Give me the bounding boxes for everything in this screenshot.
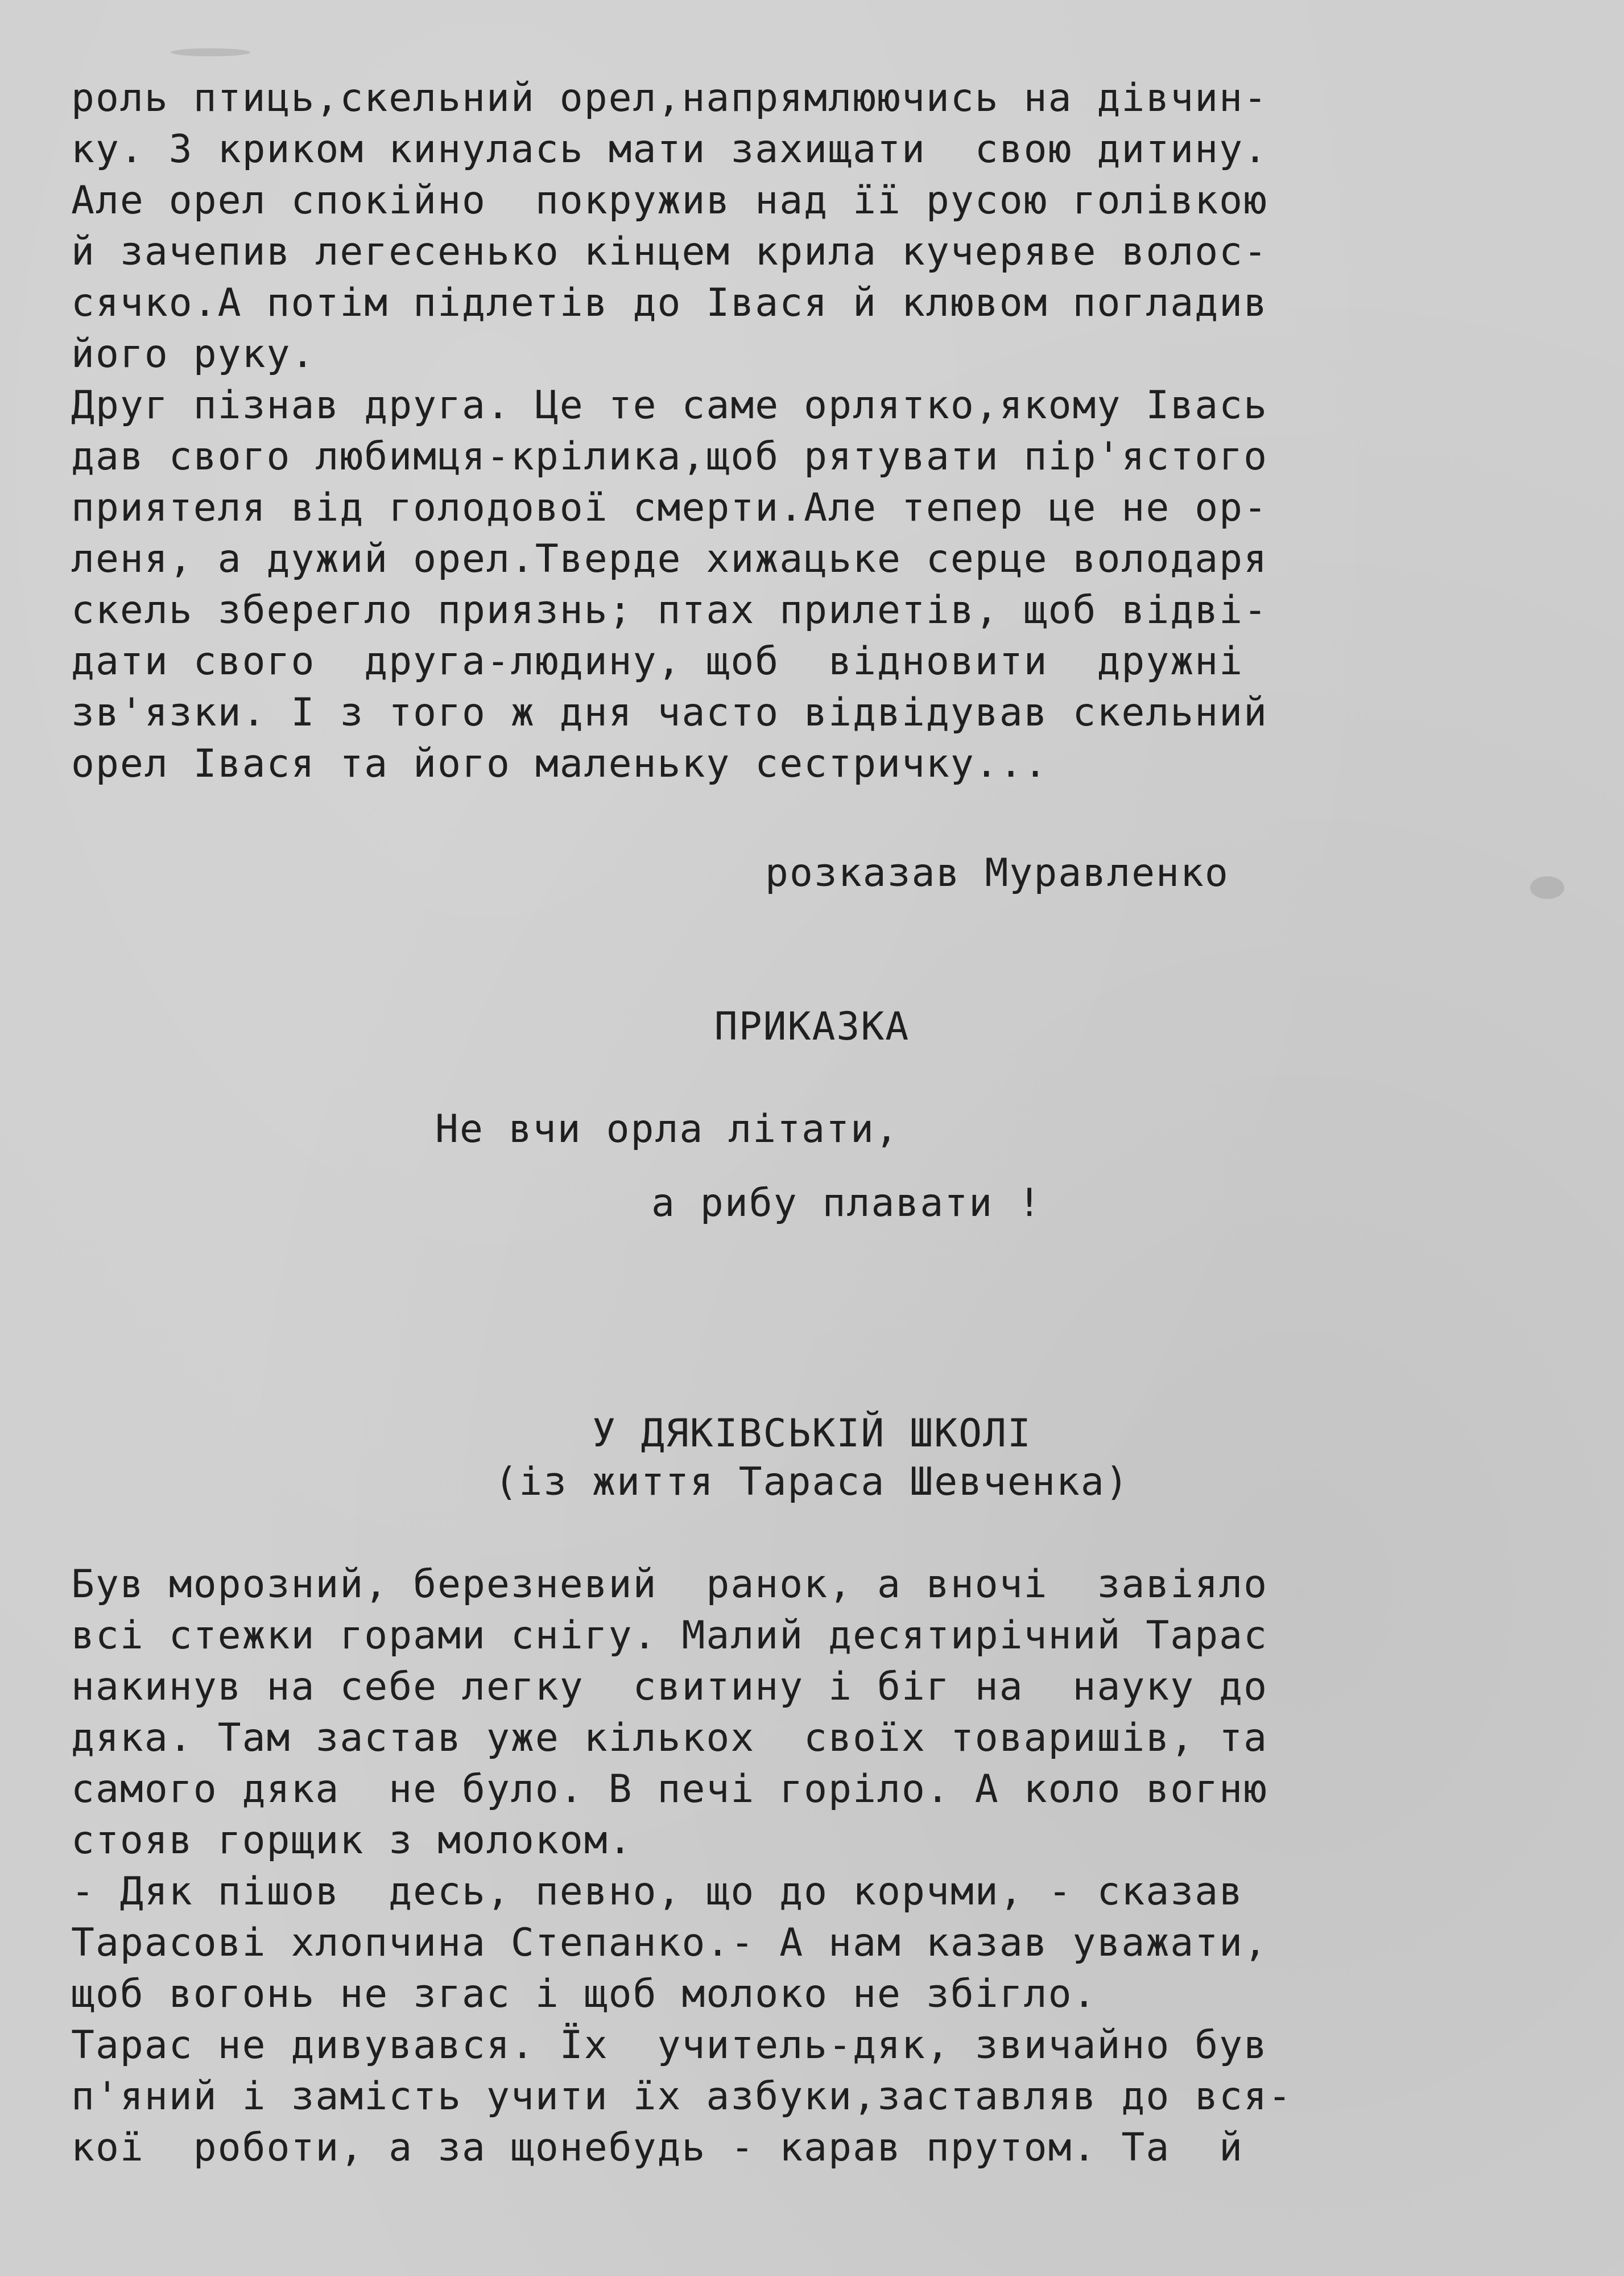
text-line: Був морозний, березневий ранок, а вночі завіяло <box>71 1562 1268 1607</box>
text-line: Але орел спокійно покружив над її русою голівкою <box>71 178 1268 223</box>
text-line: його руку. <box>71 332 316 377</box>
text-line: леня, а дужий орел.Тверде хижацьке серце володаря <box>71 537 1268 582</box>
text-line: ку. З криком кинулась мати захищати свою дитину. <box>71 127 1268 172</box>
proverb-line: Не вчи орла літати, <box>435 1107 899 1152</box>
proverb-line: а рибу плавати ! <box>651 1181 1043 1226</box>
story-one-signature: розказав Муравленко <box>765 851 1229 896</box>
text-line: орел Івася та його маленьку сестричку... <box>71 741 1048 786</box>
text-line: Тарасові хлопчина Степанко.- А нам казав уважати, <box>71 1920 1268 1965</box>
text-line: Друг пізнав друга. Це те саме орлятко,якому Івась <box>71 383 1268 428</box>
proverb-title: ПРИКАЗКА <box>714 1004 910 1049</box>
text-line: зв'язки. І з того ж дня часто відвідував скельний <box>71 690 1268 735</box>
text-line: самого дяка не було. В печі горіло. А коло вогню <box>71 1767 1268 1812</box>
text-line: приятеля від голодової смерти.Але тепер це не ор- <box>71 485 1268 530</box>
ink-smudge <box>171 48 250 56</box>
text-line: сячко.А потім підлетів до Івася й клювом погладив <box>71 281 1268 325</box>
story-one-text <box>71 73 1561 790</box>
text-line: всі стежки горами снігу. Малий десятирічний Тарас <box>71 1613 1268 1658</box>
text-line: стояв горщик з молоком. <box>71 1818 633 1863</box>
story-two-title: У ДЯКІВСЬКІЙ ШКОЛІ <box>592 1411 1032 1456</box>
story-two-subtitle: (із життя Тараса Шевченка) <box>494 1459 1130 1504</box>
story-two-text <box>71 1559 1561 2174</box>
text-line: п'яний і замість учити їх азбуки,заставляв до вся- <box>71 2074 1292 2119</box>
text-line: накинув на себе легку свитину і біг на науку до <box>71 1664 1268 1709</box>
text-line: дяка. Там застав уже кількох своїх товаришів, та <box>71 1716 1268 1760</box>
text-line: роль птиць,скельний орел,напрямлюючись на дівчин- <box>71 76 1268 121</box>
text-line: дав свого любимця-крілика,щоб рятувати пір'ястого <box>71 434 1268 479</box>
text-line: щоб вогонь не згас і щоб молоко не збігло. <box>71 1972 1097 2017</box>
text-line: дати свого друга-людину, щоб відновити дружні <box>71 639 1244 684</box>
text-line: скель зберегло приязнь; птах прилетів, щоб відві- <box>71 588 1268 633</box>
text-line: й зачепив легесенько кінцем крила кучеряве волос- <box>71 229 1268 274</box>
ink-smudge <box>1530 876 1564 899</box>
text-line: - Дяк пішов десь, певно, що до корчми, - сказав <box>71 1869 1244 1914</box>
text-line: Тарас не дивувався. Їх учитель-дяк, звичайно був <box>71 2023 1268 2068</box>
text-line: кої роботи, а за щонебудь - карав прутом. Та й <box>71 2125 1244 2170</box>
